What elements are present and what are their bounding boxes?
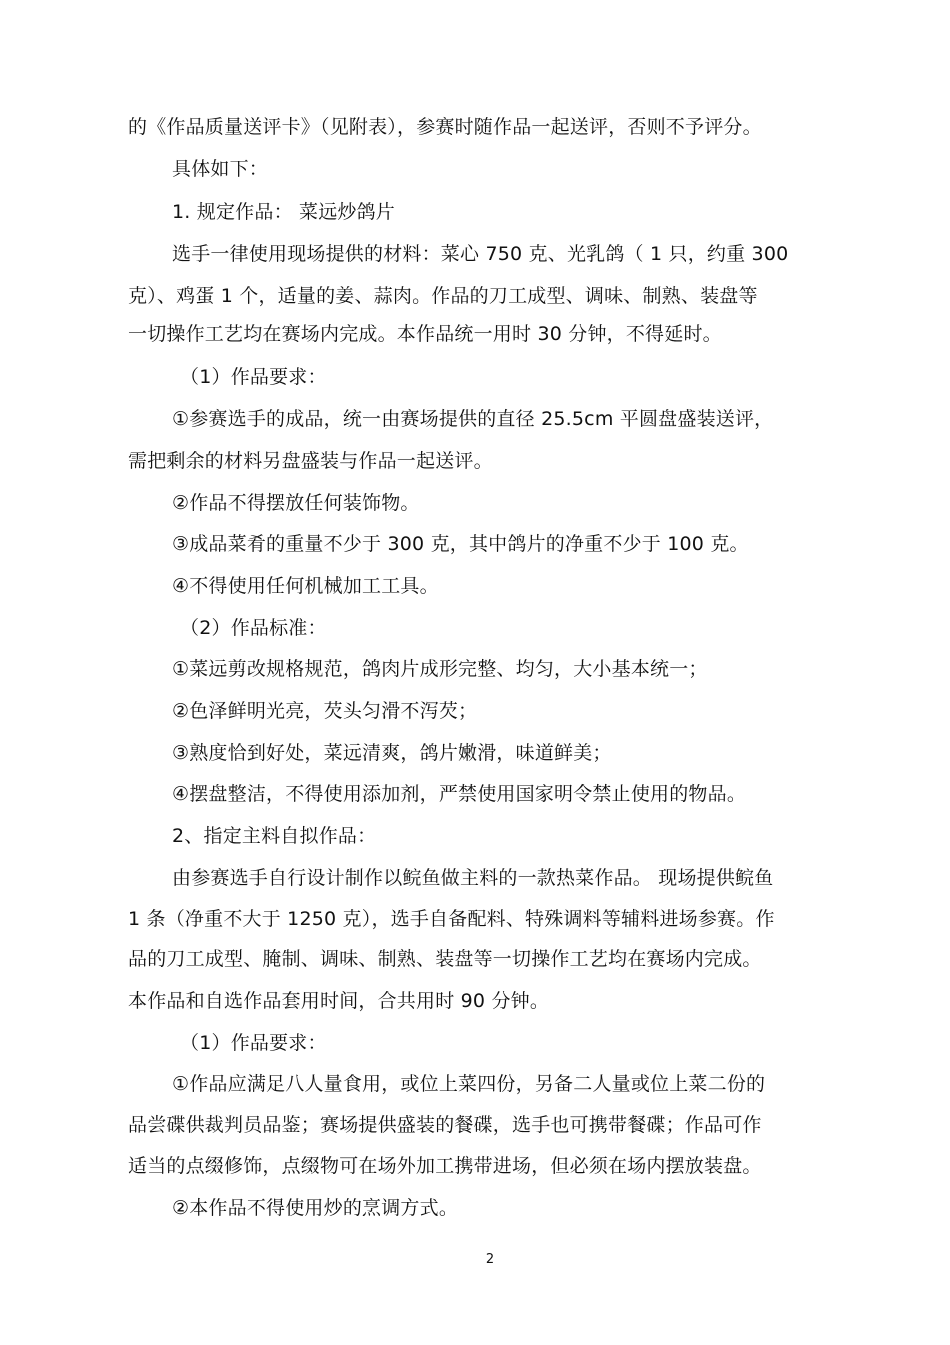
text-line: 克）、鸡蛋 1 个，适量的姜、蒜肉。作品的刀工成型、调味、制熟、装盘等 <box>128 285 758 307</box>
text-line: ①作品应满足八人量食用，或位上菜四份，另备二人量或位上菜二份的 <box>172 1073 766 1095</box>
section-heading: 1. 规定作品： 菜远炒鸽片 <box>172 201 396 223</box>
subsection-heading: （1）作品要求： <box>180 366 327 388</box>
text-line: 本作品和自选作品套用时间，合共用时 90 分钟。 <box>128 990 550 1012</box>
text-line: 由参赛选手自行设计制作以鲩鱼做主料的一款热菜作品。 现场提供鲩鱼 <box>172 867 774 889</box>
text-line: ①参赛选手的成品，统一由赛场提供的直径 25.5cm 平圆盘盛装送评， <box>172 408 774 430</box>
text-line: 需把剩余的材料另盘盛装与作品一起送评。 <box>128 450 493 472</box>
page-number: 2 <box>485 1252 495 1267</box>
text-line: ③熟度恰到好处，菜远清爽，鸽片嫩滑，味道鲜美； <box>172 742 612 764</box>
subsection-heading: （2）作品标准： <box>180 617 327 639</box>
subsection-heading: （1）作品要求： <box>180 1032 327 1054</box>
section-heading: 2、指定主料自拟作品： <box>172 825 377 847</box>
text-line: 品尝碟供裁判员品鉴；赛场提供盛装的餐碟，选手也可携带餐碟；作品可作 <box>128 1114 762 1136</box>
text-line: ②色泽鲜明光亮，芡头匀滑不泻芡； <box>172 700 478 722</box>
text-line: ③成品菜肴的重量不少于 300 克，其中鸽片的净重不少于 100 克。 <box>172 533 749 555</box>
text-line: 选手一律使用现场提供的材料：菜心 750 克、光乳鸽（ 1 只，约重 300 <box>172 243 789 265</box>
text-line: 一切操作工艺均在赛场内完成。本作品统一用时 30 分钟，不得延时。 <box>128 323 722 345</box>
text-line: 具体如下： <box>172 158 269 180</box>
text-line: ①菜远剪改规格规范，鸽肉片成形完整、均匀，大小基本统一； <box>172 658 708 680</box>
text-line: ④不得使用任何机械加工工具。 <box>172 575 439 597</box>
text-line: ④摆盘整洁，不得使用添加剂，严禁使用国家明令禁止使用的物品。 <box>172 783 747 805</box>
text-line: ②本作品不得使用炒的烹调方式。 <box>172 1197 459 1219</box>
text-line: 的《作品质量送评卡》（见附表），参赛时随作品一起送评，否则不予评分。 <box>128 116 762 138</box>
text-line: 1 条（净重不大于 1250 克），选手自备配料、特殊调料等辅料进场参赛。作 <box>128 908 775 930</box>
text-line: ②作品不得摆放任何装饰物。 <box>172 492 420 514</box>
text-line: 适当的点缀修饰，点缀物可在场外加工携带进场，但必须在场内摆放装盘。 <box>128 1155 762 1177</box>
text-line: 品的刀工成型、腌制、调味、制熟、装盘等一切操作工艺均在赛场内完成。 <box>128 948 762 970</box>
